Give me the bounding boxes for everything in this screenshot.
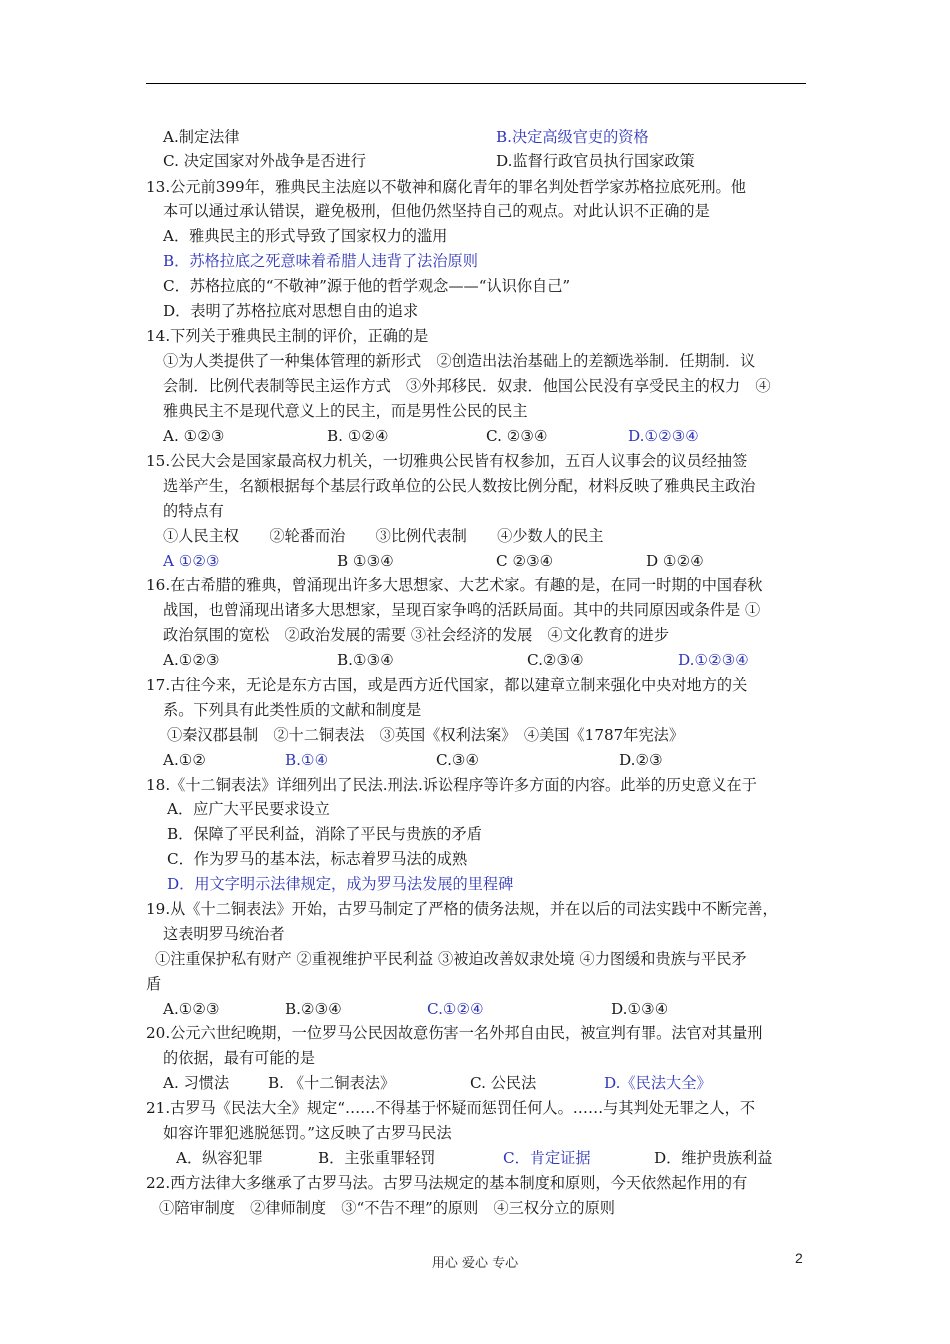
q20-stem-line2: 的依据，最有可能的是 bbox=[163, 1049, 315, 1067]
q16-option-c: C.②③④ bbox=[527, 651, 584, 669]
q13-option-a: A．雅典民主的形式导致了国家权力的滥用 bbox=[163, 227, 448, 245]
q16-option-b: B.①③④ bbox=[337, 651, 394, 669]
q17-option-a: A.①② bbox=[163, 751, 207, 769]
q15-stem-line2: 选举产生，名额根据每个基层行政单位的公民人数按比例分配，材料反映了雅典民主政治 bbox=[163, 477, 756, 495]
q14-stem-line1: 14.下列关于雅典民主制的评价，正确的是 bbox=[146, 327, 429, 345]
q12-option-d: D.监督行政官员执行国家政策 bbox=[496, 152, 695, 170]
q14-option-b: B. ①②④ bbox=[327, 427, 389, 445]
q17-option-b: B.①④ bbox=[285, 751, 329, 769]
q17-stem-line2: 系。下列具有此类性质的文献和制度是 bbox=[163, 701, 422, 719]
q15-stem-line4: ①人民主权 ②轮番而治 ③比例代表制 ④少数人的民主 bbox=[163, 527, 604, 545]
q21-stem-line1: 21.古罗马《民法大全》规定“……不得基于怀疑而惩罚任何人。……与其判处无罪之人，不 bbox=[146, 1099, 756, 1117]
q14-option-a: A. ①②③ bbox=[163, 427, 225, 445]
q17-stem-line1: 17.古往今来，无论是东方古国，或是西方近代国家，都以建章立制来强化中央对地方的关 bbox=[146, 676, 748, 694]
q18-option-b: B．保障了平民利益，消除了平民与贵族的矛盾 bbox=[167, 825, 482, 843]
q16-stem-line2: 战国，也曾涌现出诸多大思想家，呈现百家争鸣的活跃局面。其中的共同原因或条件是 ① bbox=[163, 601, 761, 619]
q14-option-c: C. ②③④ bbox=[486, 427, 548, 445]
q15-option-c: C ②③④ bbox=[496, 552, 554, 570]
q19-stem-line2: 这表明罗马统治者 bbox=[163, 925, 285, 943]
q19-stem-line4: 盾 bbox=[146, 975, 162, 993]
q12-option-a: A.制定法律 bbox=[163, 128, 240, 146]
q20-stem-line1: 20.公元六世纪晚期，一位罗马公民因故意伤害一名外邦自由民，被宣判有罪。法官对其量刑 bbox=[146, 1024, 763, 1042]
q16-option-d: D.①②③④ bbox=[678, 651, 749, 669]
q15-option-a: A ①②③ bbox=[163, 552, 220, 570]
q16-option-a: A.①②③ bbox=[163, 651, 220, 669]
q19-option-c: C.①②④ bbox=[427, 1000, 484, 1018]
q14-option-d: D.①②③④ bbox=[628, 427, 699, 445]
q19-stem-line1: 19.从《十二铜表法》开始，古罗马制定了严格的债务法规，并在以后的司法实践中不断完善， bbox=[146, 900, 778, 918]
q21-option-d: D．维护贵族利益 bbox=[654, 1149, 773, 1167]
q17-option-d: D.②③ bbox=[619, 751, 663, 769]
q22-stem-line1: 22.西方法律大多继承了古罗马法。古罗马法规定的基本制度和原则，今天依然起作用的有 bbox=[146, 1174, 748, 1192]
q15-stem-line1: 15.公民大会是国家最高权力机关，一切雅典公民皆有权参加，五百人议事会的议员经抽签 bbox=[146, 452, 748, 470]
q13-stem-line2: 本可以通过承认错误，避免极刑，但他仍然坚持自己的观点。对此认识不正确的是 bbox=[163, 202, 710, 220]
q14-stem-line3: 会制．比例代表制等民主运作方式 ③外邦移民．奴隶．他国公民没有享受民主的权力 ④ bbox=[163, 377, 771, 395]
q17-stem-line3: ①秦汉郡县制 ②十二铜表法 ③英国《权利法案》 ④美国《1787年宪法》 bbox=[167, 726, 685, 744]
q22-stem-line2: ①陪审制度 ②律师制度 ③“不告不理”的原则 ④三权分立的原则 bbox=[159, 1199, 615, 1217]
q13-option-d: D．表明了苏格拉底对思想自由的追求 bbox=[163, 302, 419, 320]
q12-option-c: C. 决定国家对外战争是否进行 bbox=[163, 152, 366, 170]
q20-option-a: A. 习惯法 bbox=[163, 1074, 230, 1092]
q18-option-c: C．作为罗马的基本法，标志着罗马法的成熟 bbox=[167, 850, 468, 868]
q15-option-b: B ①③④ bbox=[337, 552, 394, 570]
q14-stem-line4: 雅典民主不是现代意义上的民主，而是男性公民的民主 bbox=[163, 402, 528, 420]
header-rule bbox=[146, 83, 806, 84]
q13-option-b: B．苏格拉底之死意味着希腊人违背了法治原则 bbox=[163, 252, 478, 270]
q16-stem-line3: 政治氛围的宽松 ②政治发展的需要 ③社会经济的发展 ④文化教育的进步 bbox=[163, 626, 670, 644]
q18-option-a: A．应广大平民要求设立 bbox=[167, 800, 330, 818]
q19-option-b: B.②③④ bbox=[285, 1000, 342, 1018]
q19-option-d: D.①③④ bbox=[611, 1000, 669, 1018]
q21-option-c: C．肯定证据 bbox=[503, 1149, 591, 1167]
q21-option-a: A．纵容犯罪 bbox=[176, 1149, 263, 1167]
q18-stem-line1: 18.《十二铜表法》详细列出了民法.刑法.诉讼程序等许多方面的内容。此举的历史意义在于 bbox=[146, 776, 757, 794]
q15-stem-line3: 的特点有 bbox=[163, 502, 224, 520]
q16-stem-line1: 16.在古希腊的雅典，曾涌现出许多大思想家、大艺术家。有趣的是，在同一时期的中国春秋 bbox=[146, 576, 763, 594]
q13-option-c: C．苏格拉底的“不敬神”源于他的哲学观念——“认识你自己” bbox=[163, 277, 571, 295]
q19-stem-line3: ①注重保护私有财产 ②重视维护平民利益 ③被迫改善奴隶处境 ④力图缓和贵族与平民矛 bbox=[155, 950, 747, 968]
page-footer: 用心 爱心 专心 bbox=[431, 1256, 519, 1271]
q14-stem-line2: ①为人类提供了一种集体管理的新形式 ②创造出法治基础上的差额选举制．任期制．议 bbox=[163, 352, 756, 370]
q13-stem-line1: 13.公元前399年，雅典民主法庭以不敬神和腐化青年的罪名判处哲学家苏格拉底死刑。他 bbox=[146, 178, 746, 196]
q18-option-d: D．用文字明示法律规定，成为罗马法发展的里程碑 bbox=[167, 875, 514, 893]
q20-option-d: D.《民法大全》 bbox=[604, 1074, 712, 1092]
q20-option-b: B. 《十二铜表法》 bbox=[268, 1074, 396, 1092]
q17-option-c: C.③④ bbox=[436, 751, 480, 769]
q15-option-d: D ①②④ bbox=[646, 552, 704, 570]
q21-stem-line2: 如容许罪犯逃脱惩罚。”这反映了古罗马民法 bbox=[163, 1124, 452, 1142]
page-number: 2 bbox=[795, 1250, 803, 1266]
q20-option-c: C. 公民法 bbox=[470, 1074, 537, 1092]
q21-option-b: B．主张重罪轻罚 bbox=[318, 1149, 436, 1167]
q19-option-a: A.①②③ bbox=[163, 1000, 220, 1018]
q12-option-b: B.决定高级官吏的资格 bbox=[496, 128, 649, 146]
